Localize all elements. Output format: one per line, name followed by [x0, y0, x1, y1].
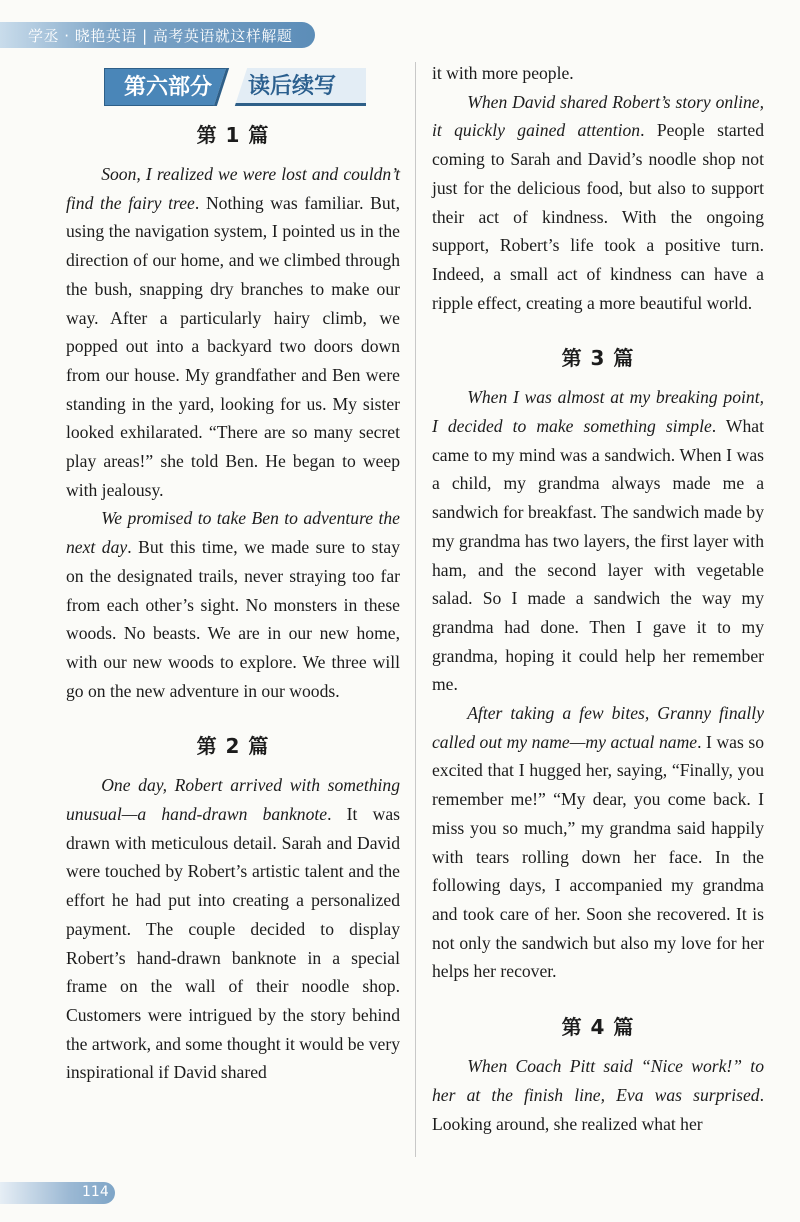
section-title: 读后续写 — [228, 68, 366, 106]
header-text: 学丞 · 晓艳英语 | 高考英语就这样解题 — [28, 27, 293, 45]
passage-3-p1-opening: When I was almost at my breaking point, I decided to make something simple — [432, 387, 764, 437]
running-header — [0, 22, 320, 52]
section-label: 第六部分 — [104, 68, 232, 106]
passage-2-paragraph-1-continued: it with more people. — [432, 63, 574, 83]
passage-1-paragraph-1 — [66, 160, 400, 504]
passage-3-p2-opening: After taking a few bites, Granny finally called out my name—my actual name — [432, 703, 764, 752]
passage-3-paragraph-2 — [432, 699, 764, 986]
passage-4-p1-opening: When Coach Pitt said “Nice work!” to her at the finish line, Eva was surprised — [432, 1056, 764, 1105]
passage-3-p1-body: . What came to my mind was a sandwich. When I was a child, my grandma always made me a sandwich for breakfast. The sandwich made by my grandma has two layers, the first layer with ham, and the second layer with vegetable salad. So I made a sandwich the way my grandma had done. Then I gave it to my grandma, hoping it could help her remember me. — [432, 416, 764, 695]
page-number: 114 — [82, 1184, 109, 1200]
left-column — [66, 60, 400, 1087]
column-divider — [415, 62, 416, 1157]
passage-1-p2-opening: We promised to take Ben to adventure the next day — [66, 508, 400, 558]
passage-1-p1-opening: Soon, I realized we were lost and couldn’t find the fairy tree — [66, 164, 400, 213]
passage-2-heading: 第 2 篇 — [196, 734, 270, 759]
passage-1-heading: 第 1 篇 — [196, 123, 270, 147]
passage-1-p1-body: . Nothing was familiar. But, using the navigation system, I pointed us in the direction of our home, and we climbed through the bush, snapping dry branches to make our way. After a particularly hairy climb, we popped out into a backyard two doors down from our house. My grandfather and Ben were standing in the yard, looking for us. My sister looked exhilarated. “There are so many secret play areas!” she told Ben. He began to weep with jealousy. — [66, 192, 400, 500]
passage-3-paragraph-1 — [432, 383, 764, 699]
section-banner — [104, 68, 366, 108]
right-column — [432, 59, 764, 1138]
passage-2-p2-opening: When David shared Robert’s story online, it quickly gained attention — [432, 91, 764, 141]
passage-2-paragraph-1 — [66, 771, 400, 1087]
passage-4-p1-body: . Looking around, she realized what her — [432, 1084, 764, 1134]
passage-2-paragraph-2 — [432, 88, 764, 318]
passage-2-p1-body: . It was drawn with meticulous detail. Sarah and David were touched by Robert’s artistic talent and the effort he had put into creating a personalized payment. The couple decided to display Robert’s hand-drawn banknote in a special frame on the wall of their noodle shop. Customers were intrigued by the story behind the artwork, and some thought it would be very inspirational if David shared — [66, 804, 400, 1083]
passage-3-heading: 第 3 篇 — [561, 346, 635, 371]
passage-2-p1-opening: One day, Robert arrived with something unusual—a hand-drawn banknote — [66, 775, 400, 825]
passage-1-p2-body: . But this time, we made sure to stay on the designated trails, never straying too far from each other’s sight. No monsters in these woods. No beasts. We are in our new home, with our new woods to explore. We three will go on the new adventure in our woods. — [66, 537, 400, 701]
passage-4-heading: 第 4 篇 — [561, 1015, 635, 1040]
passage-3-p2-body: . I was so excited that I hugged her, saying, “Finally, you remember me!” “My dear, you come back. I miss you so much,” my grandma said happily with tears rolling down her face. In the following days, I accompanied my grandma and took care of her. Soon she recovered. It is not only the sandwich but also my love for her helps her recover. — [432, 731, 765, 982]
passage-1-paragraph-2 — [66, 504, 400, 705]
passage-2-p2-body: . People started coming to Sarah and David’s noodle shop not just for the delicious food, but also to support their act of kindness. With the ongoing support, Robert’s life took a positive turn. Indeed, a small act of kindness can have a ripple effect, creating a more beautiful world. — [432, 120, 764, 313]
passage-4-paragraph-1 — [432, 1052, 764, 1138]
page-footer — [0, 1182, 115, 1204]
